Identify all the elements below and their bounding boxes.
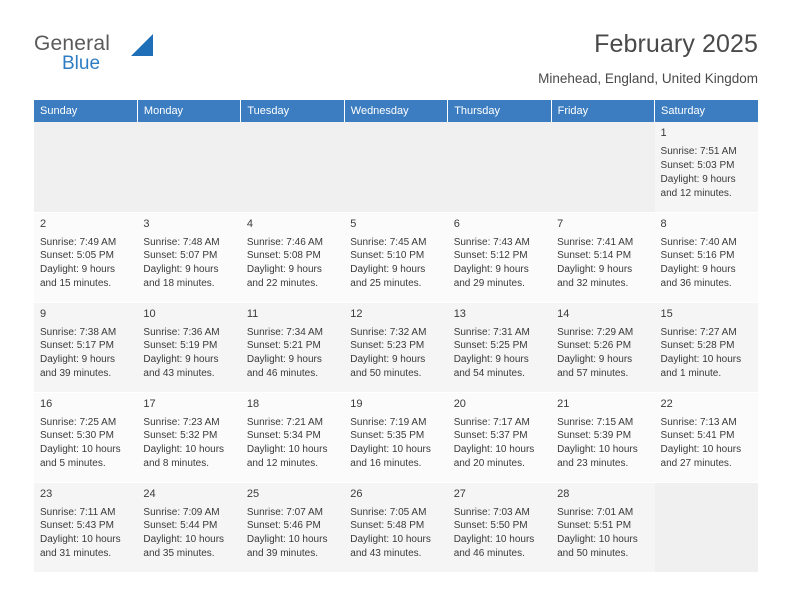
day-sun-info bbox=[661, 145, 752, 200]
day-info-line: Daylight: 10 hours bbox=[40, 444, 121, 456]
day-info-line: Daylight: 9 hours bbox=[660, 173, 736, 185]
calendar-week-row bbox=[34, 392, 758, 482]
day-info-line: Daylight: 9 hours bbox=[350, 354, 426, 366]
calendar-day-cell bbox=[137, 212, 240, 302]
day-number: 12 bbox=[350, 307, 363, 320]
calendar-day-cell bbox=[448, 302, 551, 392]
day-info-line: and 43 minutes. bbox=[143, 368, 215, 380]
day-sun-info bbox=[40, 236, 131, 291]
calendar-cell-empty bbox=[241, 122, 344, 212]
calendar-body bbox=[34, 122, 758, 572]
day-info-line: and 32 minutes. bbox=[557, 278, 629, 290]
day-info-line: and 36 minutes. bbox=[660, 278, 732, 290]
day-info-line: and 12 minutes. bbox=[660, 187, 732, 199]
day-info-line: and 22 minutes. bbox=[246, 278, 319, 290]
calendar-day-cell bbox=[344, 212, 447, 302]
logo-text-general: General bbox=[34, 32, 111, 55]
day-info-line: Daylight: 9 hours bbox=[143, 264, 219, 276]
day-number: 9 bbox=[40, 307, 47, 320]
day-info-line: and 5 minutes. bbox=[40, 458, 106, 470]
day-info-line: Sunset: 5:26 PM bbox=[557, 340, 632, 352]
weekday-header-thursday: Thursday bbox=[448, 100, 551, 122]
day-sun-info bbox=[557, 326, 648, 381]
calendar-week-row bbox=[34, 212, 758, 302]
day-info-line: Sunrise: 7:13 AM bbox=[660, 416, 737, 428]
day-info-line: Sunset: 5:03 PM bbox=[660, 159, 735, 171]
day-sun-info bbox=[247, 506, 338, 561]
day-info-line: Sunrise: 7:23 AM bbox=[143, 416, 220, 428]
day-sun-info bbox=[143, 236, 234, 291]
day-number: 28 bbox=[557, 487, 570, 500]
page-header bbox=[0, 0, 792, 86]
day-info-line: Sunset: 5:43 PM bbox=[40, 520, 114, 532]
day-sun-info bbox=[40, 326, 131, 381]
day-info-line: and 20 minutes. bbox=[453, 458, 525, 470]
day-info-line: Sunset: 5:32 PM bbox=[143, 430, 218, 442]
calendar-day-cell bbox=[655, 122, 758, 212]
day-sun-info bbox=[557, 506, 648, 561]
day-info-line: Daylight: 9 hours bbox=[40, 264, 116, 276]
day-info-line: Sunrise: 7:01 AM bbox=[557, 506, 634, 518]
day-number: 25 bbox=[246, 487, 260, 500]
day-info-line: Sunrise: 7:41 AM bbox=[557, 236, 634, 248]
day-sun-info bbox=[40, 506, 131, 561]
weekday-header-sunday: Sunday bbox=[34, 100, 137, 122]
day-info-line: Sunset: 5:51 PM bbox=[557, 520, 632, 532]
day-info-line: Sunrise: 7:05 AM bbox=[350, 506, 427, 518]
calendar-day-cell bbox=[551, 302, 654, 392]
day-info-line: and 18 minutes. bbox=[143, 278, 215, 290]
day-number: 19 bbox=[350, 397, 363, 410]
day-info-line: Sunrise: 7:07 AM bbox=[246, 506, 323, 518]
calendar-day-cell bbox=[34, 482, 137, 572]
day-info-line: Sunset: 5:21 PM bbox=[246, 340, 321, 352]
title-block bbox=[538, 28, 758, 86]
day-info-line: and 39 minutes. bbox=[246, 548, 319, 560]
day-number: 5 bbox=[350, 217, 357, 230]
day-info-line: Sunset: 5:14 PM bbox=[557, 250, 632, 262]
day-info-line: Daylight: 10 hours bbox=[350, 444, 431, 456]
day-info-line: Sunset: 5:34 PM bbox=[246, 430, 321, 442]
day-number: 15 bbox=[660, 307, 673, 320]
calendar-day-cell bbox=[34, 392, 137, 482]
day-sun-info bbox=[247, 326, 338, 381]
day-number: 22 bbox=[660, 397, 673, 410]
day-sun-info bbox=[661, 236, 752, 291]
calendar-week-row bbox=[34, 122, 758, 212]
location-subtitle: Minehead, England, United Kingdom bbox=[538, 71, 758, 86]
day-number: 21 bbox=[557, 397, 570, 410]
day-info-line: Sunrise: 7:17 AM bbox=[453, 416, 530, 428]
day-info-line: Daylight: 9 hours bbox=[557, 354, 633, 366]
day-info-line: Sunrise: 7:45 AM bbox=[350, 236, 427, 248]
day-number: 20 bbox=[453, 397, 466, 410]
day-info-line: Daylight: 10 hours bbox=[246, 534, 328, 546]
day-info-line: and 54 minutes. bbox=[453, 368, 525, 380]
day-sun-info bbox=[661, 416, 752, 471]
calendar-cell-empty bbox=[34, 122, 137, 212]
day-number: 2 bbox=[40, 217, 47, 230]
page-title: February 2025 bbox=[594, 30, 758, 58]
day-sun-info bbox=[40, 416, 131, 471]
day-info-line: and 23 minutes. bbox=[557, 458, 629, 470]
calendar-cell-empty bbox=[448, 122, 551, 212]
day-info-line: Sunset: 5:28 PM bbox=[660, 340, 735, 352]
calendar-day-cell bbox=[137, 482, 240, 572]
day-info-line: Sunrise: 7:43 AM bbox=[453, 236, 530, 248]
day-info-line: Sunrise: 7:25 AM bbox=[40, 416, 117, 428]
day-info-line: Sunrise: 7:38 AM bbox=[40, 326, 117, 338]
day-info-line: and 25 minutes. bbox=[350, 278, 422, 290]
day-sun-info bbox=[350, 506, 441, 561]
day-info-line: Sunrise: 7:09 AM bbox=[143, 506, 220, 518]
day-info-line: Sunset: 5:30 PM bbox=[40, 430, 114, 442]
calendar-week-row bbox=[34, 302, 758, 392]
day-info-line: Sunrise: 7:29 AM bbox=[557, 326, 634, 338]
calendar-day-cell bbox=[655, 212, 758, 302]
day-info-line: Sunset: 5:05 PM bbox=[40, 250, 114, 262]
day-info-line: and 12 minutes. bbox=[246, 458, 319, 470]
day-info-line: Daylight: 10 hours bbox=[350, 534, 431, 546]
day-info-line: Daylight: 10 hours bbox=[660, 354, 742, 366]
day-number: 18 bbox=[246, 397, 260, 410]
day-info-line: Sunset: 5:39 PM bbox=[557, 430, 632, 442]
day-info-line: and 50 minutes. bbox=[350, 368, 422, 380]
calendar-cell-empty bbox=[655, 482, 758, 572]
day-info-line: and 50 minutes. bbox=[557, 548, 629, 560]
day-info-line: Sunrise: 7:40 AM bbox=[660, 236, 737, 248]
day-info-line: Daylight: 10 hours bbox=[453, 534, 535, 546]
day-info-line: Sunset: 5:48 PM bbox=[350, 520, 425, 532]
day-info-line: and 35 minutes. bbox=[143, 548, 215, 560]
day-number: 11 bbox=[246, 307, 259, 320]
day-number: 10 bbox=[143, 307, 156, 320]
day-info-line: Sunrise: 7:34 AM bbox=[246, 326, 323, 338]
day-number: 6 bbox=[453, 217, 460, 230]
day-info-line: and 8 minutes. bbox=[143, 458, 210, 470]
calendar-day-cell bbox=[241, 392, 344, 482]
day-number: 26 bbox=[350, 487, 363, 500]
day-info-line: Sunrise: 7:46 AM bbox=[246, 236, 323, 248]
day-sun-info bbox=[454, 416, 545, 471]
day-info-line: Daylight: 10 hours bbox=[660, 444, 742, 456]
day-info-line: and 15 minutes. bbox=[40, 278, 112, 290]
day-info-line: Daylight: 9 hours bbox=[660, 264, 736, 276]
day-info-line: Daylight: 9 hours bbox=[453, 264, 529, 276]
day-info-line: Daylight: 10 hours bbox=[246, 444, 328, 456]
day-sun-info bbox=[454, 326, 545, 381]
day-info-line: Sunrise: 7:31 AM bbox=[453, 326, 530, 338]
calendar-day-cell bbox=[137, 302, 240, 392]
day-info-line: Daylight: 10 hours bbox=[143, 444, 225, 456]
day-info-line: and 16 minutes. bbox=[350, 458, 422, 470]
day-info-line: Daylight: 9 hours bbox=[246, 264, 322, 276]
day-sun-info bbox=[661, 326, 752, 381]
weekday-header-friday: Friday bbox=[551, 100, 654, 122]
day-info-line: Sunrise: 7:21 AM bbox=[246, 416, 323, 428]
day-number: 3 bbox=[143, 217, 150, 230]
day-info-line: Sunrise: 7:48 AM bbox=[143, 236, 220, 248]
day-info-line: Sunset: 5:16 PM bbox=[660, 250, 735, 262]
day-info-line: and 57 minutes. bbox=[557, 368, 629, 380]
day-info-line: Sunset: 5:50 PM bbox=[453, 520, 528, 532]
day-info-line: Sunrise: 7:15 AM bbox=[557, 416, 634, 428]
day-number: 13 bbox=[453, 307, 466, 320]
calendar-day-cell bbox=[241, 482, 344, 572]
calendar-day-cell bbox=[137, 392, 240, 482]
day-info-line: Daylight: 10 hours bbox=[557, 534, 638, 546]
calendar-day-cell bbox=[448, 482, 551, 572]
calendar-day-cell bbox=[344, 302, 447, 392]
day-info-line: Sunset: 5:46 PM bbox=[246, 520, 321, 532]
day-info-line: Sunrise: 7:51 AM bbox=[660, 146, 737, 158]
calendar-day-cell bbox=[241, 212, 344, 302]
day-sun-info bbox=[143, 416, 234, 471]
day-info-line: and 29 minutes. bbox=[453, 278, 525, 290]
day-number: 7 bbox=[557, 217, 564, 230]
day-info-line: and 27 minutes. bbox=[660, 458, 732, 470]
calendar-day-cell bbox=[344, 392, 447, 482]
day-info-line: Sunset: 5:12 PM bbox=[453, 250, 528, 262]
calendar-week-row bbox=[34, 482, 758, 572]
day-number: 8 bbox=[660, 217, 667, 230]
calendar-header-row bbox=[34, 100, 758, 122]
day-number: 17 bbox=[143, 397, 156, 410]
calendar-day-cell bbox=[34, 302, 137, 392]
calendar-day-cell bbox=[448, 212, 551, 302]
calendar-day-cell bbox=[551, 482, 654, 572]
day-info-line: Sunset: 5:35 PM bbox=[350, 430, 425, 442]
day-sun-info bbox=[454, 506, 545, 561]
day-info-line: Sunset: 5:44 PM bbox=[143, 520, 218, 532]
day-info-line: Daylight: 10 hours bbox=[143, 534, 225, 546]
calendar-day-cell bbox=[344, 482, 447, 572]
triangle-mark-icon bbox=[131, 34, 153, 56]
day-info-line: Sunrise: 7:32 AM bbox=[350, 326, 427, 338]
day-info-line: Sunrise: 7:03 AM bbox=[453, 506, 530, 518]
day-info-line: Sunrise: 7:36 AM bbox=[143, 326, 220, 338]
day-number: 14 bbox=[557, 307, 570, 320]
day-number: 1 bbox=[660, 127, 667, 139]
day-info-line: and 43 minutes. bbox=[350, 548, 422, 560]
day-info-line: and 46 minutes. bbox=[453, 548, 525, 560]
calendar-cell-empty bbox=[137, 122, 240, 212]
day-info-line: Sunset: 5:17 PM bbox=[40, 340, 114, 352]
day-info-line: Sunset: 5:07 PM bbox=[143, 250, 218, 262]
day-info-line: Daylight: 9 hours bbox=[246, 354, 322, 366]
calendar-day-cell bbox=[241, 302, 344, 392]
calendar-day-cell bbox=[448, 392, 551, 482]
logo-text-blue: Blue bbox=[62, 53, 101, 74]
calendar-cell-empty bbox=[551, 122, 654, 212]
calendar-day-cell bbox=[551, 212, 654, 302]
day-info-line: Daylight: 9 hours bbox=[143, 354, 219, 366]
day-info-line: Sunrise: 7:27 AM bbox=[660, 326, 737, 338]
day-info-line: Sunset: 5:25 PM bbox=[453, 340, 528, 352]
logo bbox=[34, 28, 234, 82]
day-number: 4 bbox=[246, 217, 253, 230]
day-info-line: Daylight: 10 hours bbox=[453, 444, 535, 456]
weekday-header-monday: Monday bbox=[137, 100, 240, 122]
day-sun-info bbox=[143, 326, 234, 381]
weekday-header-tuesday: Tuesday bbox=[241, 100, 344, 122]
day-info-line: Sunset: 5:37 PM bbox=[453, 430, 528, 442]
day-info-line: Daylight: 9 hours bbox=[350, 264, 426, 276]
day-sun-info bbox=[557, 416, 648, 471]
day-number: 27 bbox=[453, 487, 466, 500]
day-info-line: Sunset: 5:10 PM bbox=[350, 250, 425, 262]
day-info-line: and 39 minutes. bbox=[40, 368, 112, 380]
day-info-line: Sunset: 5:23 PM bbox=[350, 340, 425, 352]
calendar-day-cell bbox=[34, 212, 137, 302]
day-info-line: and 1 minute. bbox=[660, 368, 722, 380]
day-info-line: and 46 minutes. bbox=[246, 368, 319, 380]
day-sun-info bbox=[454, 236, 545, 291]
weekday-header-saturday: Saturday bbox=[655, 100, 758, 122]
day-sun-info bbox=[247, 236, 338, 291]
day-info-line: Sunrise: 7:19 AM bbox=[350, 416, 427, 428]
day-info-line: Daylight: 9 hours bbox=[453, 354, 529, 366]
day-number: 23 bbox=[40, 487, 53, 500]
day-sun-info bbox=[247, 416, 338, 471]
day-sun-info bbox=[350, 326, 441, 381]
day-info-line: and 31 minutes. bbox=[40, 548, 112, 560]
day-sun-info bbox=[143, 506, 234, 561]
calendar-table bbox=[34, 100, 758, 573]
day-info-line: Daylight: 10 hours bbox=[40, 534, 121, 546]
calendar-day-cell bbox=[655, 302, 758, 392]
day-number: 16 bbox=[40, 397, 53, 410]
day-info-line: Sunrise: 7:49 AM bbox=[40, 236, 117, 248]
calendar-cell-empty bbox=[344, 122, 447, 212]
day-info-line: Sunset: 5:08 PM bbox=[246, 250, 321, 262]
day-info-line: Daylight: 10 hours bbox=[557, 444, 638, 456]
day-sun-info bbox=[557, 236, 648, 291]
day-info-line: Sunset: 5:41 PM bbox=[660, 430, 735, 442]
day-sun-info bbox=[350, 236, 441, 291]
day-number: 24 bbox=[143, 487, 156, 500]
calendar-day-cell bbox=[655, 392, 758, 482]
day-sun-info bbox=[350, 416, 441, 471]
day-info-line: Sunset: 5:19 PM bbox=[143, 340, 218, 352]
calendar-day-cell bbox=[551, 392, 654, 482]
day-info-line: Daylight: 9 hours bbox=[557, 264, 633, 276]
day-info-line: Daylight: 9 hours bbox=[40, 354, 116, 366]
day-info-line: Sunrise: 7:11 AM bbox=[40, 506, 116, 518]
weekday-header-wednesday: Wednesday bbox=[344, 100, 447, 122]
